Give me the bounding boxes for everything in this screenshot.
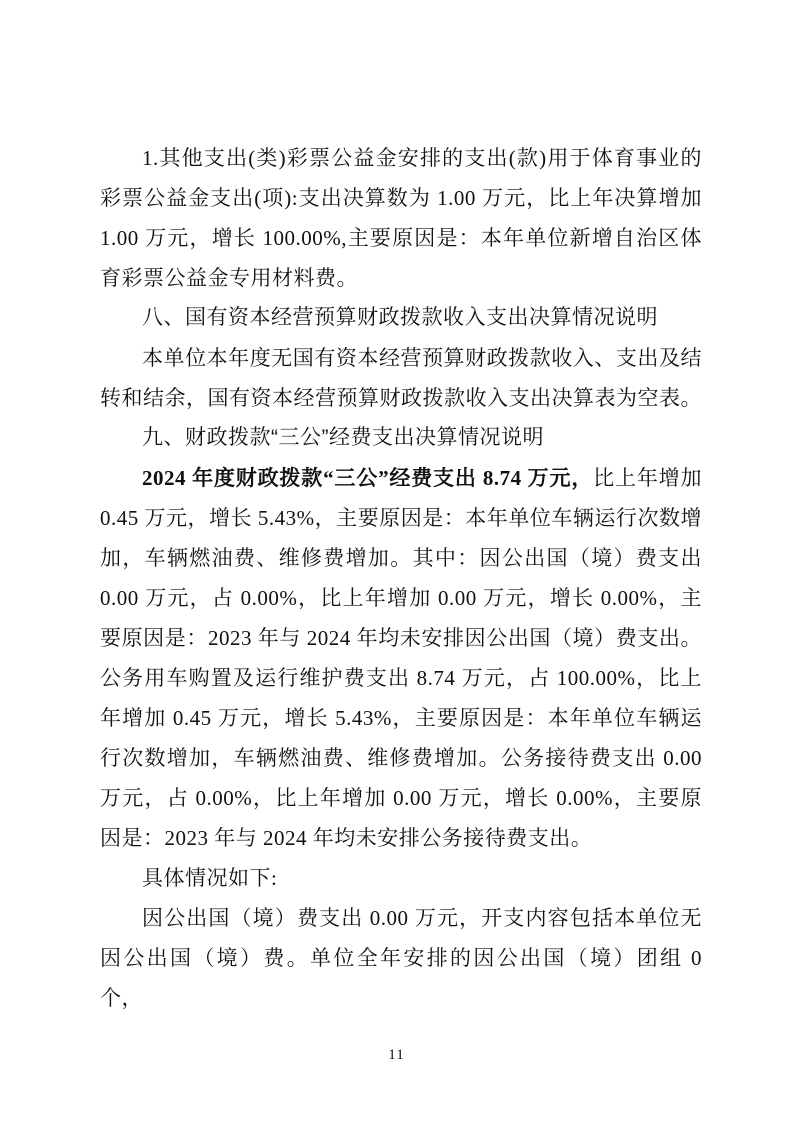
three-public-lead-text: 2024 年度财政拨款“三公”经费支出 8.74 万元， <box>142 466 594 490</box>
paragraph-three-public <box>100 458 702 858</box>
section-heading-8: 八、国有资本经营预算财政拨款收入支出决算情况说明 <box>142 306 658 329</box>
page-number: 11 <box>388 1047 405 1063</box>
document-content <box>100 138 702 1018</box>
paragraph-abroad: 因公出国（境）费支出 0.00 万元，开支内容包括本单位无因公出国（境）费。单位全年安排的因公出国（境）团组 0 个， <box>100 906 702 1010</box>
paragraph-section8: 本单位本年度无国有资本经营预算财政拨款收入、支出及结转和结余，国有资本经营预算财政拨款收入支出决算表为空表。 <box>100 346 702 410</box>
three-public-rest-text: 比上年增加 0.45 万元，增长 5.43%，主要原因是：本年单位车辆运行次数增加，车辆燃油费、维修费增加。其中：因公出国（境）费支出 0.00 万元，占 0.00%，比上年增加 0.00 万元，增长 0.00%，主要原因是：2023 年与 2024 年均未安排因公出国（境）费支出。公务用车购置及运行维护费支出 8.74 万元，占 100.00%，比上年增加 0.45 万元，增长 5.43%，主要原因是：本年单位车辆运行次数增加，车辆燃油费、维修费增加。公务接待费支出 0.00 万元，占 0.00%，比上年增加 0.00 万元，增长 0.00%，主要原因是：2023 年与 2024 年均未安排公务接待费支出。 <box>100 466 703 850</box>
section-heading-9: 九、财政拨款“三公”经费支出决算情况说明 <box>142 426 544 449</box>
details-subheading: 具体情况如下: <box>142 866 278 890</box>
paragraph-other-expense: 1.其他支出(类)彩票公益金安排的支出(款)用于体育事业的彩票公益金支出(项):支出决算数为 1.00 万元，比上年决算增加 1.00 万元，增长 100.00%,主要原因是：本年单位新增自治区体育彩票公益金专用材料费。 <box>100 146 702 290</box>
